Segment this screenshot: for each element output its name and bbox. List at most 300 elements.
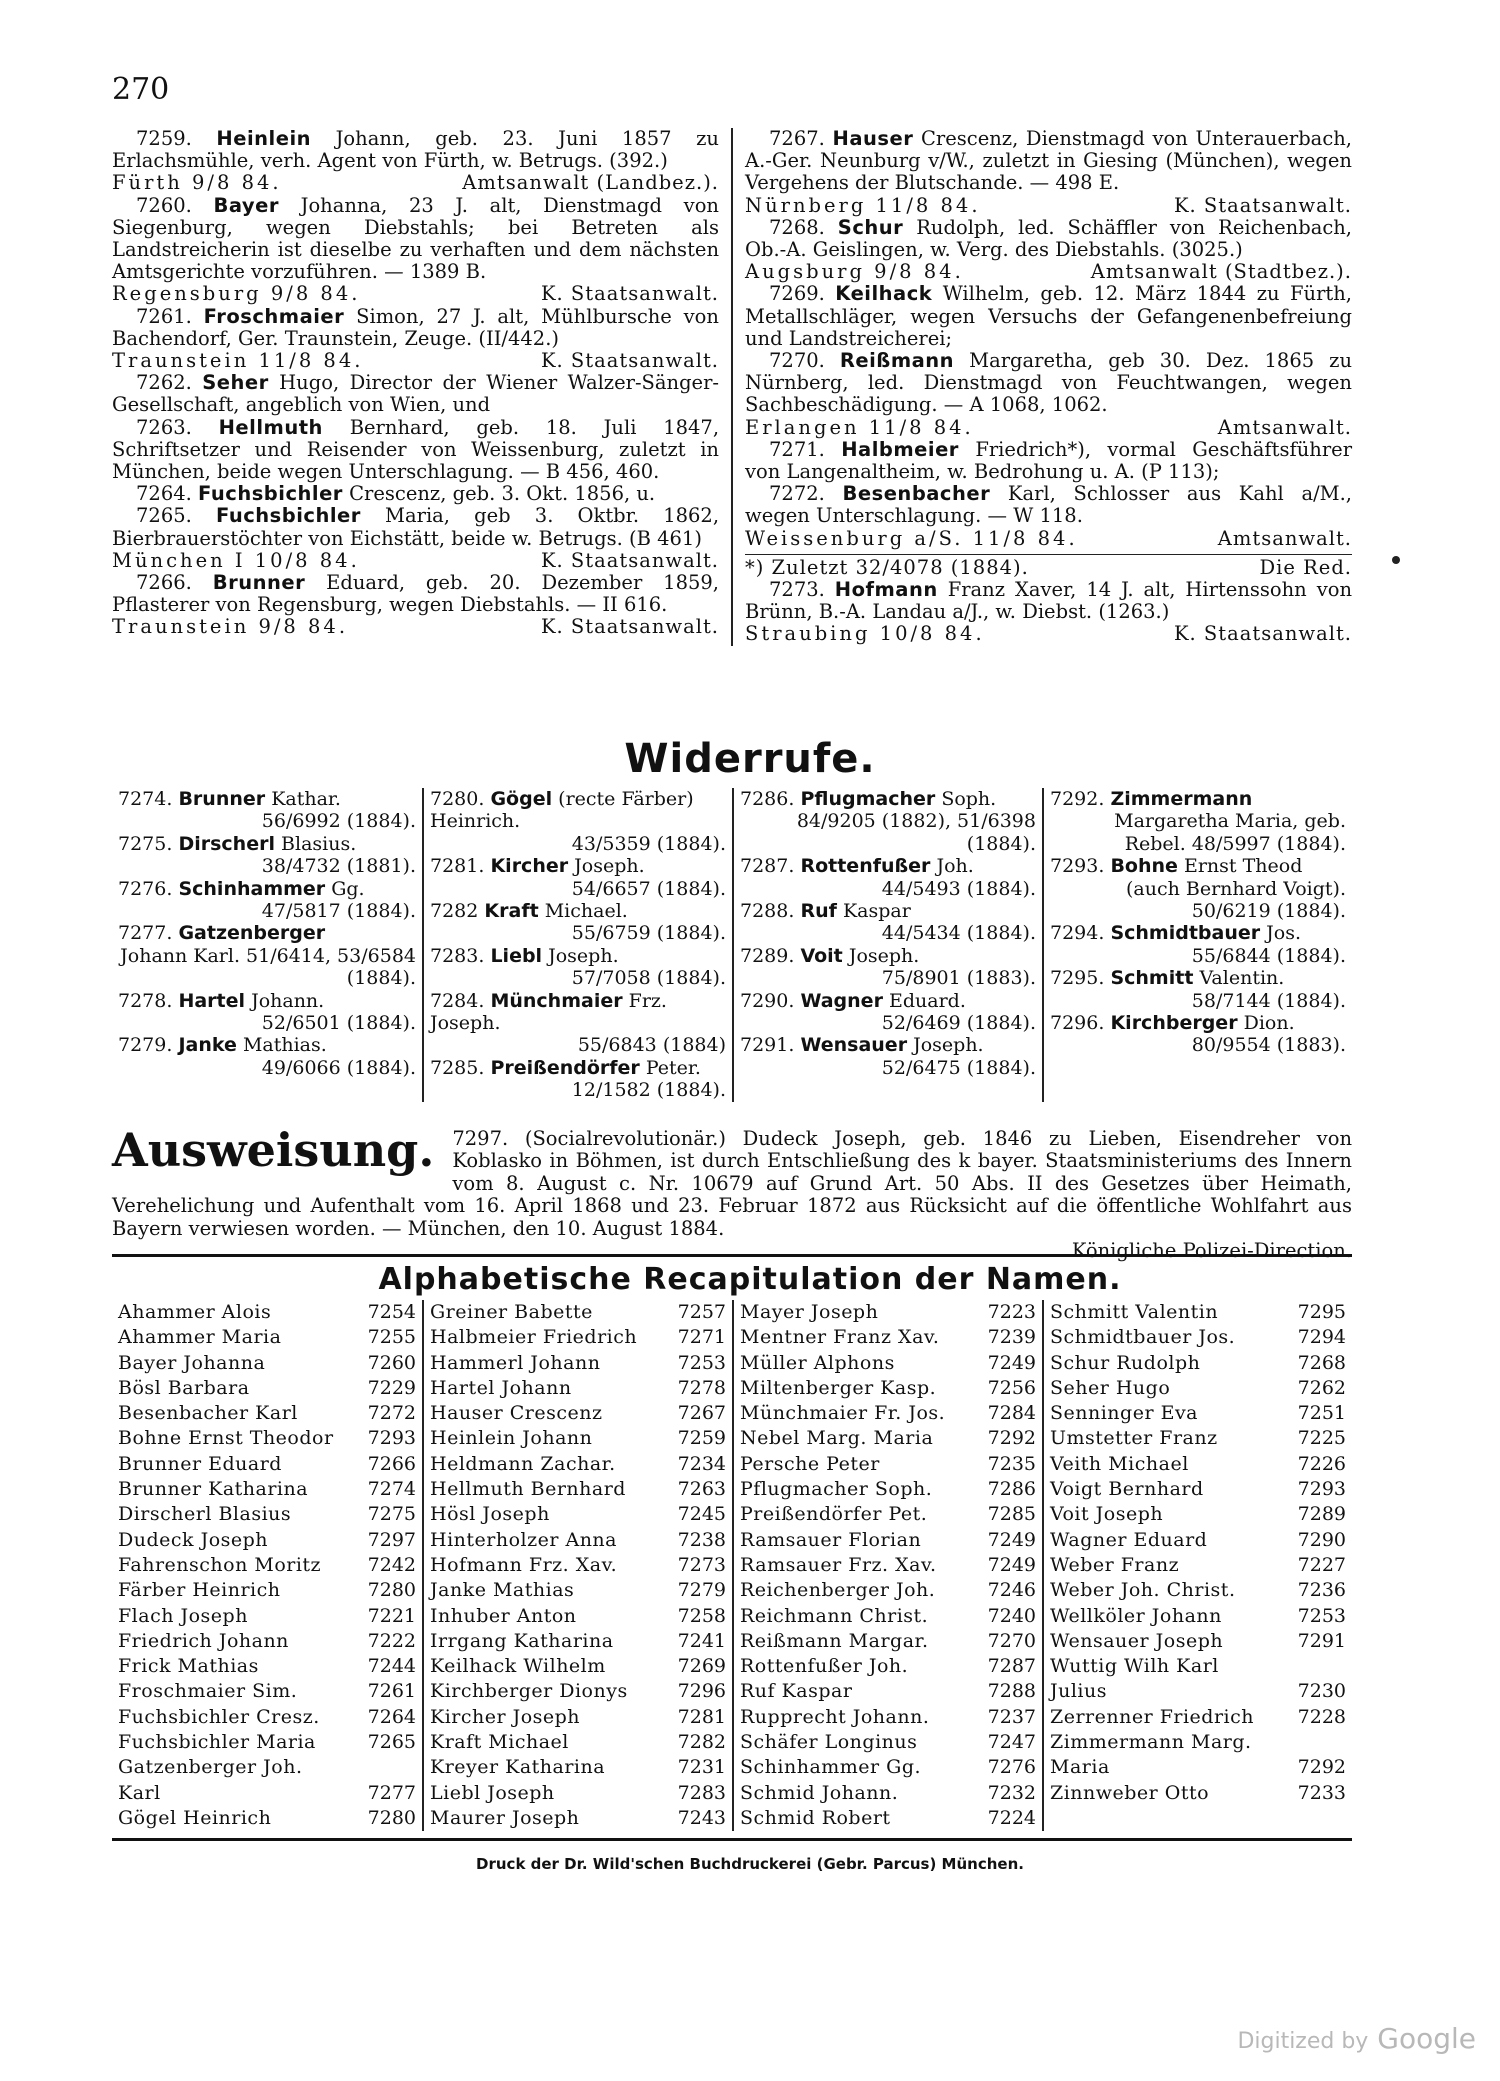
entry-details: Eduard, geb. 20. Dezember 1859, Pflasterer von Regensburg, wegen Diebstahls. — II 616. xyxy=(112,571,719,617)
alpha-number: 7296 xyxy=(677,1680,726,1703)
alpha-name: Heinlein Johann xyxy=(430,1427,593,1450)
alpha-entry xyxy=(740,1730,1036,1755)
alpha-entry xyxy=(430,1806,726,1831)
widerruf-name: Wensauer xyxy=(800,1034,908,1057)
alpha-entry xyxy=(740,1679,1036,1704)
widerruf-name: Münchmaier xyxy=(490,989,623,1012)
alpha-name: Ramsauer Florian xyxy=(740,1528,922,1551)
alpha-number: 7282 xyxy=(677,1731,726,1754)
widerruf-name: Schmidtbauer xyxy=(1110,922,1261,945)
alpha-column xyxy=(112,1300,422,1831)
widerruf-given: Joseph. xyxy=(913,1034,984,1057)
alpha-entry xyxy=(118,1654,416,1679)
widerruf-number: 7281. xyxy=(430,855,485,878)
ausweisung-authority: Königliche Polizei-Direction. xyxy=(1071,1239,1352,1263)
alpha-number: 7223 xyxy=(987,1301,1036,1323)
alpha-entry xyxy=(430,1426,726,1451)
alpha-number: 7275 xyxy=(367,1503,416,1526)
widerruf-given: Joseph. xyxy=(848,944,920,967)
google-watermark xyxy=(1237,2022,1476,2055)
entry-place: Straubing 10/8 84. xyxy=(745,622,985,646)
alpha-entry xyxy=(1050,1705,1346,1730)
alpha-name: Dirscherl Blasius xyxy=(118,1503,292,1526)
alpha-name: Hammerl Johann xyxy=(430,1351,601,1374)
widerruf-ref: 52/6501 (1884). xyxy=(261,1012,416,1035)
widerruf-name: Kirchberger xyxy=(1110,1012,1238,1035)
entry-place: Weissenburg a/S. 11/8 84. xyxy=(745,526,1078,550)
widerruf-item xyxy=(430,1057,726,1102)
alpha-number: 7278 xyxy=(677,1376,726,1399)
ausweisung-section xyxy=(112,1123,1352,1263)
alpha-number: 7249 xyxy=(987,1528,1036,1551)
alpha-entry xyxy=(740,1502,1036,1527)
alpha-name: Ahammer Maria xyxy=(118,1326,282,1349)
alpha-number: 7263 xyxy=(677,1478,726,1501)
alpha-number: 7277 xyxy=(367,1781,416,1804)
widerruf-given: Ernst Theod xyxy=(1183,855,1303,878)
widerruf-given: (recte Färber) Heinrich. xyxy=(430,788,694,833)
widerruf-line xyxy=(430,1057,726,1079)
alpha-name: Zimmermann Marg. xyxy=(1050,1731,1252,1754)
entry-footer xyxy=(112,616,719,638)
entry-text xyxy=(745,483,1352,527)
entry-number: 7268. xyxy=(769,215,825,239)
entry-details: Crescenz, Dienstmagd von Unterauerbach, A.-Ger. Neunburg v/W., zuletzt in Giesing (München), wegen Vergehens der Blutschande. — 498 E. xyxy=(745,127,1352,195)
widerruf-item xyxy=(1050,788,1346,855)
entry-name: Fuchsbichler xyxy=(198,482,343,506)
entry-name: Heinlein xyxy=(216,127,312,150)
alpha-number: 7285 xyxy=(987,1503,1036,1526)
widerruf-item xyxy=(1050,967,1346,1012)
alpha-entry xyxy=(118,1477,416,1502)
widerruf-name: Rottenfußer xyxy=(800,855,931,878)
entry-number: 7261. xyxy=(136,304,192,328)
alpha-entry xyxy=(740,1401,1036,1426)
entry-footer xyxy=(112,550,719,572)
entry xyxy=(112,483,719,505)
entry-footer xyxy=(745,261,1352,283)
entry-number: 7271. xyxy=(769,437,825,461)
alpha-number: 7230 xyxy=(1297,1680,1346,1703)
widerruf-line xyxy=(740,788,1036,810)
alpha-index-grid xyxy=(112,1300,1352,1831)
alpha-number: 7222 xyxy=(367,1629,416,1652)
widerruf-name: Hartel xyxy=(178,989,246,1012)
alpha-entry xyxy=(118,1502,416,1527)
widerruf-item xyxy=(118,788,416,833)
alpha-entry xyxy=(430,1376,726,1401)
alpha-entry xyxy=(1050,1679,1346,1704)
entry-authority: Amtsanwalt. xyxy=(1217,526,1352,550)
alpha-name: Pflugmacher Soph. xyxy=(740,1478,933,1501)
widerruf-line xyxy=(430,855,726,877)
widerruf-given: Johann. xyxy=(251,989,325,1012)
alpha-entry xyxy=(118,1426,416,1451)
alpha-entry xyxy=(1050,1351,1346,1376)
alpha-entry xyxy=(118,1705,416,1730)
alpha-entry xyxy=(430,1781,726,1806)
alpha-entry xyxy=(118,1629,416,1654)
alpha-entry xyxy=(1050,1629,1346,1654)
alpha-column xyxy=(422,1300,732,1831)
alpha-entry xyxy=(430,1604,726,1629)
alpha-name: Kircher Joseph xyxy=(430,1705,581,1728)
widerruf-ref: 52/6475 (1884). xyxy=(881,1056,1036,1079)
alpha-name: Zerrenner Friedrich xyxy=(1050,1705,1254,1728)
widerruf-given: Joseph. xyxy=(548,944,619,967)
widerruf-item xyxy=(118,833,416,878)
right-column xyxy=(733,128,1352,646)
widerruf-item xyxy=(740,1034,1036,1079)
widerruf-ref: 38/4732 (1881). xyxy=(261,855,416,878)
entry-authority: K. Staatsanwalt. xyxy=(540,282,719,306)
widerruf-line xyxy=(740,855,1036,877)
widerruf-number: 7285. xyxy=(430,1056,485,1079)
widerruf-ref: 80/9554 (1883). xyxy=(1191,1034,1346,1057)
widerruf-given: Frz. Joseph. xyxy=(430,989,667,1035)
alpha-number: 7293 xyxy=(367,1427,416,1450)
margin-dot xyxy=(1392,556,1400,564)
entry-authority: K. Staatsanwalt. xyxy=(1173,622,1352,646)
alpha-name: Reichenberger Joh. xyxy=(740,1579,936,1602)
widerruf-ref: 52/6469 (1884). xyxy=(881,1012,1036,1035)
alpha-name: Ruf Kaspar xyxy=(740,1680,853,1703)
alpha-entry xyxy=(740,1755,1036,1780)
alpha-name: Bohne Ernst Theodor xyxy=(118,1427,334,1450)
alpha-number: 7276 xyxy=(987,1756,1036,1779)
entry-text xyxy=(112,572,719,616)
widerruf-line xyxy=(1050,922,1346,944)
widerruf-ref: 55/6759 (1884). xyxy=(571,922,726,945)
alpha-entry xyxy=(118,1528,416,1553)
alpha-number: 7242 xyxy=(367,1553,416,1576)
alpha-number: 7295 xyxy=(1297,1301,1346,1323)
entry-name: Keilhack xyxy=(835,282,933,306)
alpha-entry xyxy=(430,1755,726,1780)
alpha-name: Hellmuth Bernhard xyxy=(430,1478,626,1501)
widerruf-item xyxy=(1050,855,1346,922)
alpha-name: Miltenberger Kasp. xyxy=(740,1376,937,1399)
entries-section xyxy=(112,128,1352,646)
widerruf-name: Janke xyxy=(178,1034,237,1057)
widerruf-line xyxy=(1050,967,1346,989)
alpha-name: Münchmaier Fr. Jos. xyxy=(740,1402,946,1425)
alpha-entry xyxy=(740,1781,1036,1806)
alpha-entry xyxy=(740,1351,1036,1376)
entry-name: Hauser xyxy=(832,127,914,150)
alpha-name: Hinterholzer Anna xyxy=(430,1528,617,1551)
alpha-name: Schur Rudolph xyxy=(1050,1351,1201,1374)
widerruf-name: Ruf xyxy=(800,900,837,923)
widerrufe-column xyxy=(1042,788,1352,1102)
alpha-name: Hartel Johann xyxy=(430,1376,572,1399)
widerruf-item xyxy=(1050,1012,1346,1057)
alpha-number: 7238 xyxy=(677,1528,726,1551)
widerruf-line xyxy=(1050,1012,1346,1034)
widerruf-line xyxy=(118,833,416,855)
widerruf-item xyxy=(118,990,416,1035)
alpha-name: Heldmann Zachar. xyxy=(430,1452,616,1475)
entry-footer xyxy=(112,283,719,305)
entry-text xyxy=(745,128,1352,195)
alpha-entry xyxy=(1050,1477,1346,1502)
alpha-entry xyxy=(1050,1502,1346,1527)
entry-authority: Amtsanwalt. xyxy=(1217,415,1352,439)
widerruf-number: 7292. xyxy=(1050,788,1105,810)
alpha-number: 7280 xyxy=(367,1579,416,1602)
widerruf-line xyxy=(118,990,416,1012)
alpha-number: 7269 xyxy=(677,1655,726,1678)
alpha-name: Gögel Heinrich xyxy=(118,1806,272,1829)
entry-text xyxy=(112,372,719,416)
entry xyxy=(112,372,719,416)
widerruf-number: 7279. xyxy=(118,1034,173,1057)
widerruf-item xyxy=(430,990,726,1057)
widerruf-name: Gatzenberger xyxy=(178,922,326,945)
widerruf-ref: 55/6844 (1884). xyxy=(1191,944,1346,967)
alpha-name: Zinnweber Otto xyxy=(1050,1781,1210,1804)
alpha-entry xyxy=(740,1806,1036,1831)
alpha-name: Persche Peter xyxy=(740,1452,880,1475)
entry-footer xyxy=(745,528,1352,550)
alpha-name: Fuchsbichler Cresz. xyxy=(118,1705,320,1728)
widerruf-line xyxy=(430,900,726,922)
alpha-name: Maurer Joseph xyxy=(430,1806,580,1829)
alpha-entry xyxy=(430,1502,726,1527)
alpha-name: Irrgang Katharina xyxy=(430,1629,614,1652)
alpha-number: 7291 xyxy=(1297,1629,1346,1652)
widerruf-item xyxy=(740,788,1036,855)
widerruf-name: Zimmermann xyxy=(1110,788,1253,810)
alpha-entry xyxy=(118,1730,416,1755)
footnote-text: *) Zuletzt 32/4078 (1884). xyxy=(745,555,1029,579)
alpha-name: Bösl Barbara xyxy=(118,1376,250,1399)
entry-number: 7259. xyxy=(136,127,192,150)
widerruf-line xyxy=(430,945,726,967)
widerruf-line xyxy=(118,788,416,810)
alpha-name: Kirchberger Dionys xyxy=(430,1680,628,1703)
widerruf-name: Bohne xyxy=(1110,855,1178,878)
alpha-entry xyxy=(1050,1452,1346,1477)
alpha-name: Nebel Marg. Maria xyxy=(740,1427,934,1450)
alpha-number: 7233 xyxy=(1297,1781,1346,1804)
alpha-name: Rottenfußer Joh. xyxy=(740,1655,909,1678)
alpha-entry xyxy=(1050,1730,1346,1755)
alpha-entry xyxy=(118,1553,416,1578)
widerruf-ref: 43/5359 (1884). xyxy=(571,832,726,855)
entry-name: Fuchsbichler xyxy=(215,504,361,528)
alpha-number: 7227 xyxy=(1297,1553,1346,1576)
alpha-number: 7249 xyxy=(987,1351,1036,1374)
entry-footer xyxy=(112,350,719,372)
alpha-number: 7262 xyxy=(1297,1376,1346,1399)
entry-details: Friedrich*), vormal Geschäftsführer von Langenaltheim, w. Bedrohung u. A. (P 113); xyxy=(745,437,1353,484)
entry-number: 7263. xyxy=(136,415,192,439)
alpha-name: Maria xyxy=(1050,1756,1110,1779)
entry xyxy=(745,483,1352,550)
alpha-entry xyxy=(740,1705,1036,1730)
widerruf-item xyxy=(430,945,726,990)
watermark-pre: Digitized by xyxy=(1237,2029,1369,2054)
alpha-entry xyxy=(1050,1376,1346,1401)
entry-place: Nürnberg 11/8 84. xyxy=(745,193,981,217)
alpha-entry xyxy=(430,1553,726,1578)
widerruf-item xyxy=(740,855,1036,900)
widerruf-number: 7288. xyxy=(740,900,795,923)
alpha-entry xyxy=(430,1477,726,1502)
widerruf-ref: 75/8901 (1883). xyxy=(881,967,1036,990)
alpha-number: 7290 xyxy=(1297,1528,1346,1551)
alpha-number: 7256 xyxy=(987,1376,1036,1399)
entry-name: Schur xyxy=(837,215,904,239)
widerruf-name: Pflugmacher xyxy=(800,788,936,810)
widerruf-item xyxy=(118,878,416,923)
widerruf-given: Soph. xyxy=(941,788,997,810)
entry-number: 7272. xyxy=(769,482,825,506)
alpha-number: 7279 xyxy=(677,1579,726,1602)
alpha-number: 7287 xyxy=(987,1655,1036,1678)
entry-number: 7270. xyxy=(769,349,825,373)
alpha-heading: Alphabetische Recapitulation der Namen. xyxy=(378,1262,1122,1297)
entry-place: Traunstein 11/8 84. xyxy=(112,349,364,373)
widerruf-name: Preißendörfer xyxy=(490,1056,640,1079)
alpha-number: 7284 xyxy=(987,1402,1036,1425)
widerruf-line xyxy=(118,878,416,900)
alpha-number: 7265 xyxy=(367,1731,416,1754)
entry-place: Fürth 9/8 84. xyxy=(112,171,282,195)
alpha-name: Inhuber Anton xyxy=(430,1604,577,1627)
alpha-entry xyxy=(740,1452,1036,1477)
alpha-entry xyxy=(740,1553,1036,1578)
widerruf-given: Michael. xyxy=(544,900,628,923)
entry-number: 7262. xyxy=(136,371,192,395)
widerruf-item xyxy=(430,900,726,945)
alpha-entry xyxy=(430,1578,726,1603)
alpha-entry xyxy=(430,1528,726,1553)
alpha-name: Dudeck Joseph xyxy=(118,1528,269,1551)
alpha-name: Wuttig Wilh Karl xyxy=(1050,1655,1219,1678)
entry-number: 7273. xyxy=(769,578,825,602)
widerruf-name: Gögel xyxy=(490,788,553,810)
entry-name: Froschmaier xyxy=(203,304,345,328)
entry-name: Halbmeier xyxy=(841,437,959,461)
entry-name: Besenbacher xyxy=(842,482,991,506)
widerrufe-grid xyxy=(112,788,1352,1102)
alpha-name: Ramsauer Frz. Xav. xyxy=(740,1553,937,1576)
alpha-name: Weber Franz xyxy=(1050,1553,1180,1576)
alpha-number: 7280 xyxy=(367,1806,416,1829)
alpha-number: 7267 xyxy=(677,1402,726,1425)
alpha-number: 7231 xyxy=(677,1756,726,1779)
alpha-entry xyxy=(1050,1604,1346,1629)
alpha-name: Halbmeier Friedrich xyxy=(430,1326,638,1349)
alpha-number: 7240 xyxy=(987,1604,1036,1627)
entry-text xyxy=(112,128,719,172)
alpha-name: Müller Alphons xyxy=(740,1351,895,1374)
widerruf-ref: 44/5493 (1884). xyxy=(881,877,1036,900)
alpha-entry xyxy=(1050,1755,1346,1780)
entry-footer xyxy=(745,623,1352,645)
alpha-name: Liebl Joseph xyxy=(430,1781,555,1804)
widerruf-ref: Johann Karl. 51/6414, 53/6584 (1884). xyxy=(120,944,416,990)
entry-details: Rudolph, led. Schäffler von Reichenbach, Ob.-A. Geislingen, w. Verg. des Diebstahls. (3025.) xyxy=(745,215,1352,262)
entry-name: Bayer xyxy=(213,193,279,217)
right-entries xyxy=(745,128,1352,550)
widerruf-number: 7289. xyxy=(740,944,795,967)
alpha-number: 7264 xyxy=(367,1705,416,1728)
alpha-entry xyxy=(740,1376,1036,1401)
alpha-name: Hösl Joseph xyxy=(430,1503,550,1526)
watermark-brand: Google xyxy=(1377,2022,1476,2055)
alpha-number: 7258 xyxy=(677,1604,726,1627)
widerruf-ref: 12/1582 (1884). xyxy=(571,1079,726,1102)
alpha-name: Gatzenberger Joh. xyxy=(118,1756,303,1779)
alpha-entry xyxy=(430,1300,726,1325)
alpha-name: Wellköler Johann xyxy=(1050,1604,1222,1627)
widerruf-number: 7277. xyxy=(118,922,173,945)
right-entries-after xyxy=(745,579,1352,646)
widerruf-ref: 55/6843 (1884) xyxy=(577,1034,726,1057)
widerruf-number: 7282 xyxy=(430,900,479,923)
alpha-name: Schmitt Valentin xyxy=(1050,1301,1219,1323)
alpha-number: 7257 xyxy=(677,1301,726,1323)
widerruf-given: Gg. xyxy=(331,877,365,900)
alpha-name: Schmid Johann. xyxy=(740,1781,899,1804)
alpha-name: Froschmaier Sim. xyxy=(118,1680,298,1703)
entry-name: Seher xyxy=(202,371,269,395)
widerruf-number: 7290. xyxy=(740,989,795,1012)
entry xyxy=(745,217,1352,284)
entry-details: Crescenz, geb. 3. Okt. 1856, u. xyxy=(349,482,656,506)
alpha-number: 7253 xyxy=(1297,1604,1346,1627)
alpha-name: Seher Hugo xyxy=(1050,1376,1171,1399)
entry-text xyxy=(112,483,719,505)
entry-place: Augsburg 9/8 84. xyxy=(745,260,964,284)
alpha-name: Julius xyxy=(1050,1680,1107,1703)
alpha-entry xyxy=(118,1325,416,1350)
alpha-name: Wensauer Joseph xyxy=(1050,1629,1224,1652)
entry-text xyxy=(745,579,1352,623)
widerruf-line xyxy=(118,922,416,944)
widerruf-item xyxy=(430,788,726,855)
entry-authority: K. Staatsanwalt. xyxy=(1173,193,1352,217)
entry-details: Hugo, Director der Wiener Walzer-Sänger-Gesellschaft, angeblich von Wien, und xyxy=(112,371,720,417)
entry-number: 7265. xyxy=(136,504,192,528)
entry-text xyxy=(745,217,1352,261)
alpha-number: 7274 xyxy=(367,1478,416,1501)
alpha-name: Karl xyxy=(118,1781,161,1804)
entry-footer xyxy=(745,417,1352,439)
widerruf-ref: 58/7144 (1884). xyxy=(1191,989,1346,1012)
widerruf-name: Schmitt xyxy=(1110,967,1194,990)
alpha-number: 7297 xyxy=(367,1528,416,1551)
alpha-entry xyxy=(118,1755,416,1780)
widerruf-number: 7278. xyxy=(118,989,173,1012)
alpha-name: Bayer Johanna xyxy=(118,1351,266,1374)
alpha-name: Friedrich Johann xyxy=(118,1629,289,1652)
alpha-name: Voigt Bernhard xyxy=(1050,1478,1204,1501)
alpha-number: 7288 xyxy=(987,1680,1036,1703)
widerruf-given: Peter. xyxy=(645,1056,701,1079)
widerruf-number: 7293. xyxy=(1050,855,1105,878)
widerruf-given: Kaspar xyxy=(842,900,911,923)
widerruf-given: Blasius. xyxy=(281,832,357,855)
widerruf-number: 7280. xyxy=(430,788,485,810)
widerruf-number: 7286. xyxy=(740,788,795,810)
alpha-number: 7234 xyxy=(677,1452,726,1475)
alpha-entry xyxy=(118,1452,416,1477)
alpha-entry xyxy=(430,1629,726,1654)
